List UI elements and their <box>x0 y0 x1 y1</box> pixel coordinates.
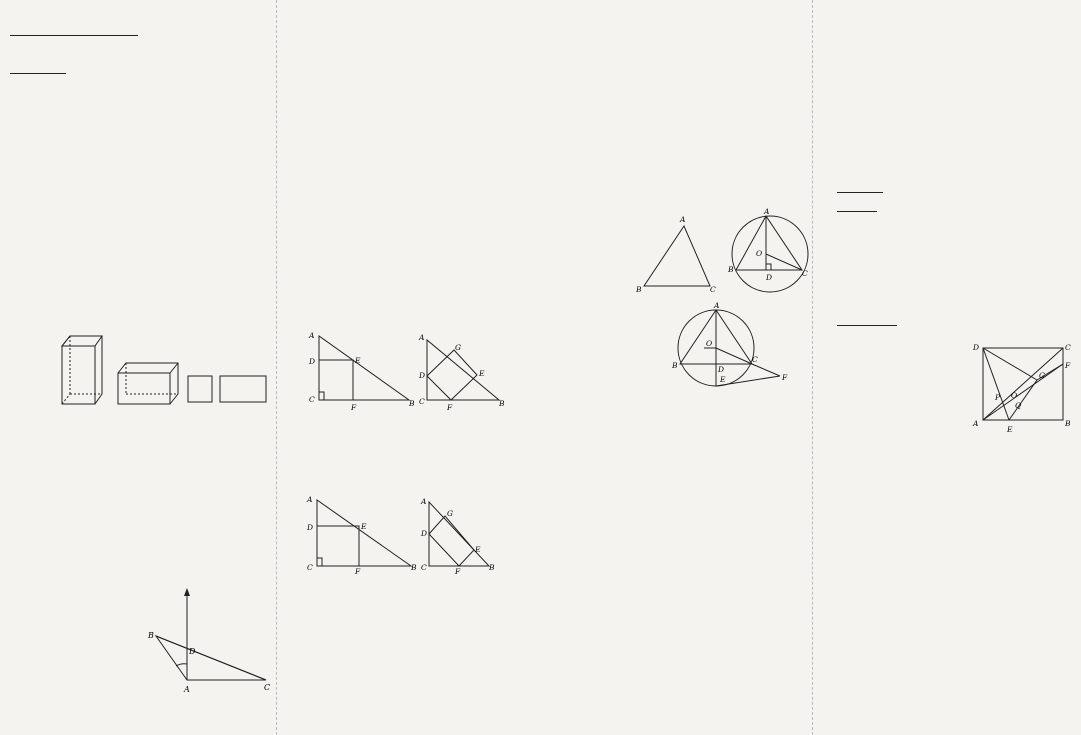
svg-text:C: C <box>1065 343 1071 352</box>
column-2 <box>276 0 544 735</box>
svg-text:E: E <box>361 522 367 531</box>
svg-text:D: D <box>189 647 196 656</box>
svg-text:C: C <box>421 563 427 572</box>
svg-text:A: A <box>307 495 313 504</box>
svg-text:O: O <box>706 339 713 348</box>
svg-text:O: O <box>1011 391 1018 400</box>
q26-figure-3 <box>664 301 804 396</box>
svg-text:B: B <box>636 285 642 294</box>
q26-figures-1-2 <box>634 207 814 310</box>
svg-text:E: E <box>1007 425 1013 434</box>
svg-text:F: F <box>355 567 361 576</box>
svg-text:A: A <box>680 215 686 224</box>
q27-part1b <box>837 199 877 219</box>
paper-box-figure <box>40 330 270 414</box>
svg-text:B: B <box>728 265 734 274</box>
svg-text:A: A <box>714 301 720 310</box>
svg-text:G: G <box>455 343 461 352</box>
svg-text:P: P <box>995 393 1001 402</box>
svg-text:B: B <box>411 563 417 572</box>
svg-text:C: C <box>309 395 315 404</box>
svg-text:A: A <box>973 419 979 428</box>
svg-text:A: A <box>184 685 190 694</box>
svg-text:B: B <box>148 631 154 640</box>
svg-text:D: D <box>973 343 980 352</box>
svg-text:E: E <box>355 356 361 365</box>
svg-text:Q: Q <box>1015 401 1022 410</box>
svg-text:C: C <box>419 397 425 406</box>
svg-text:D: D <box>718 365 725 374</box>
svg-text:E: E <box>720 375 726 384</box>
q27-part4 <box>837 313 897 333</box>
svg-text:A: A <box>764 207 770 216</box>
svg-text:F: F <box>351 403 357 412</box>
svg-text:A: A <box>309 331 315 340</box>
column-4 <box>812 0 1080 735</box>
svg-text:B: B <box>672 361 678 370</box>
svg-text:G: G <box>1039 371 1045 380</box>
svg-text:F: F <box>782 373 788 382</box>
svg-text:B: B <box>409 399 415 408</box>
svg-text:D: D <box>766 273 773 282</box>
svg-text:F: F <box>1065 361 1071 370</box>
svg-text:G: G <box>447 509 453 518</box>
q25-figures-3-4 <box>299 494 537 574</box>
q25-figures-1-2 <box>299 330 537 416</box>
q27-part1 <box>837 180 883 200</box>
svg-text:D: D <box>421 529 428 538</box>
q21-part1 <box>10 23 138 43</box>
q21-part2b <box>10 61 66 81</box>
svg-text:B: B <box>1065 419 1071 428</box>
svg-text:D: D <box>419 371 426 380</box>
svg-text:C: C <box>752 355 758 364</box>
svg-text:C: C <box>802 269 808 278</box>
svg-text:E: E <box>475 545 481 554</box>
column-1 <box>0 0 276 735</box>
svg-text:A: A <box>419 333 425 342</box>
svg-text:C: C <box>264 683 271 692</box>
svg-text:O: O <box>756 249 763 258</box>
column-3 <box>544 0 812 735</box>
svg-text:D: D <box>307 523 314 532</box>
square-figure <box>965 338 1081 434</box>
svg-text:A: A <box>421 497 427 506</box>
svg-text:B: B <box>499 399 505 408</box>
island-figure <box>140 580 280 695</box>
svg-text:F: F <box>455 567 461 576</box>
svg-text:E: E <box>479 369 485 378</box>
svg-text:C: C <box>710 285 716 294</box>
svg-text:C: C <box>307 563 313 572</box>
svg-text:B: B <box>489 563 495 572</box>
svg-text:F: F <box>447 403 453 412</box>
svg-text:D: D <box>309 357 316 366</box>
